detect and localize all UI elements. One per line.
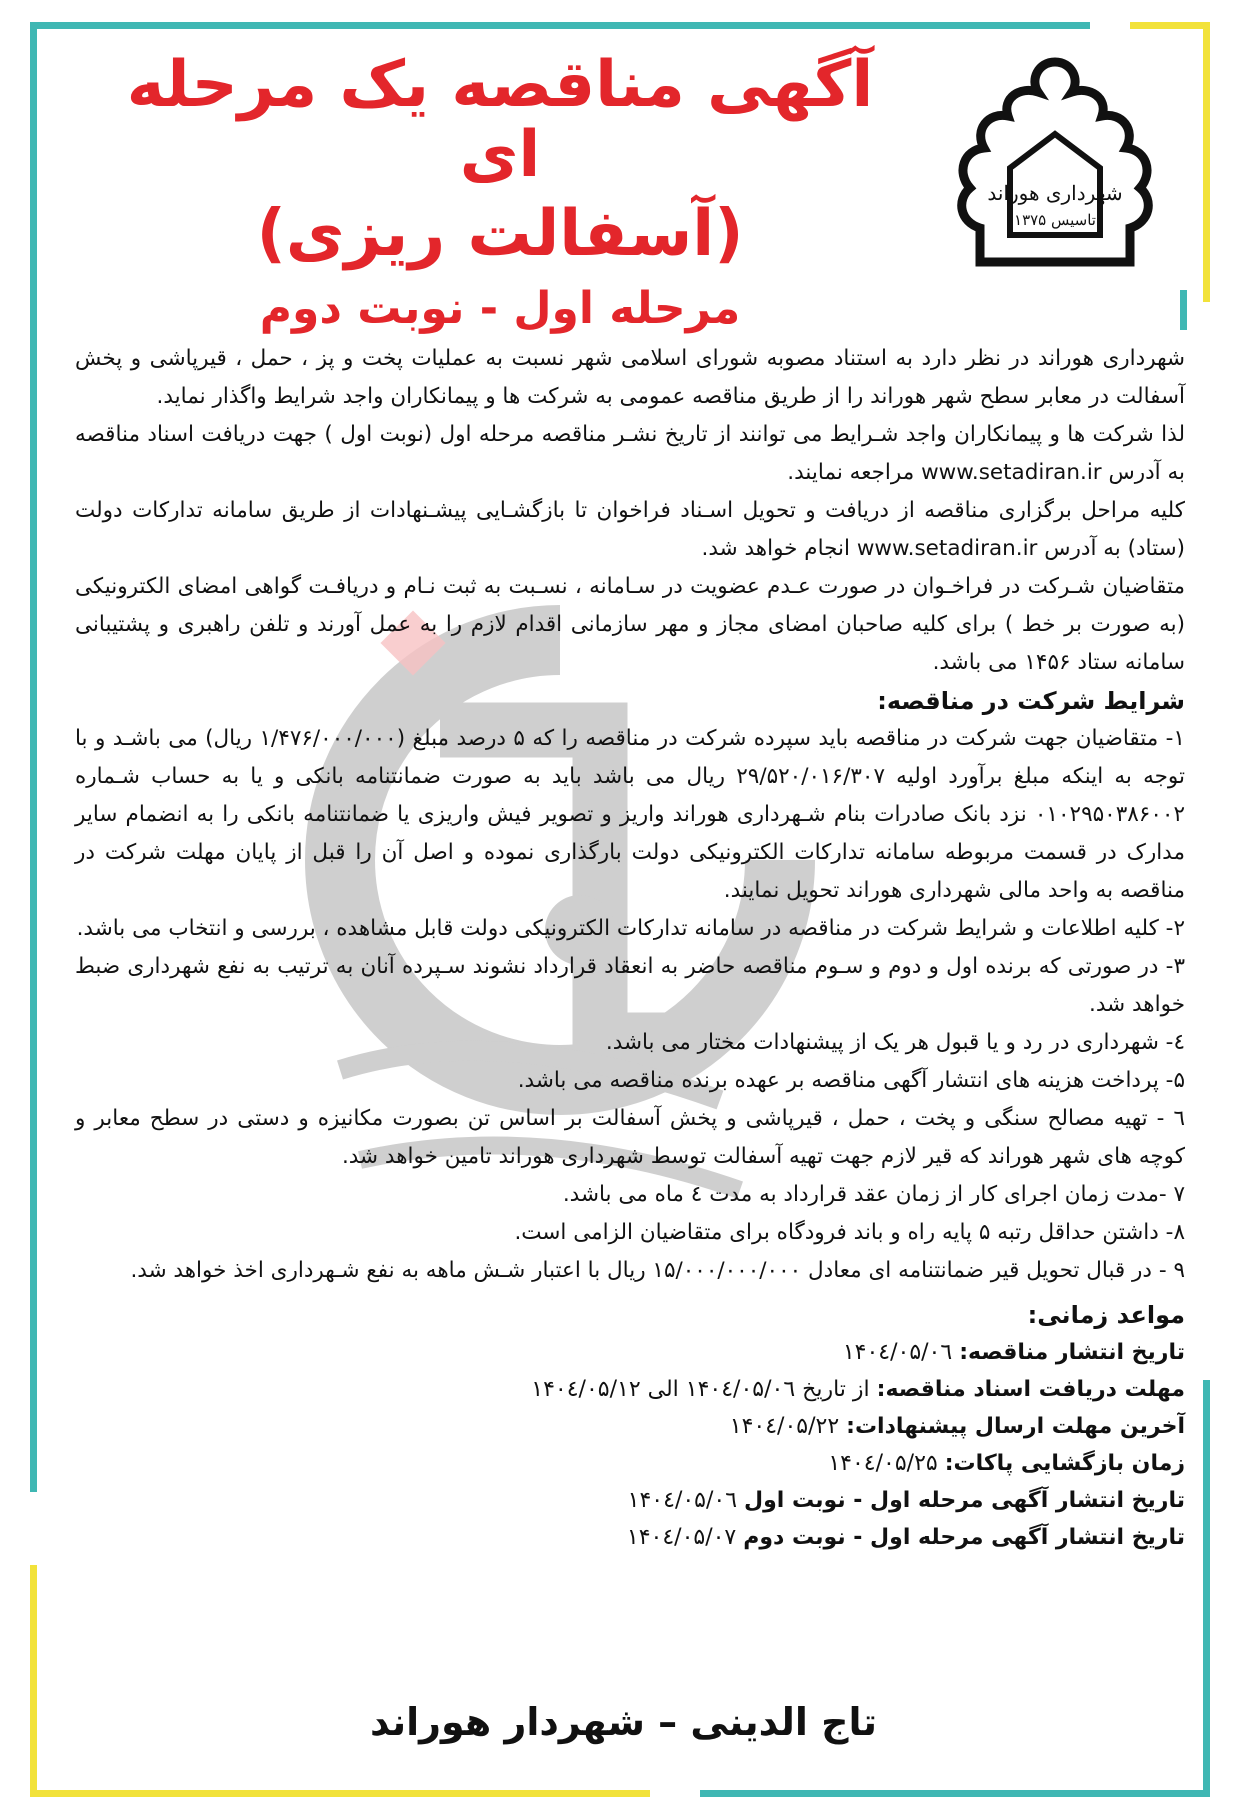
municipality-seal-icon	[930, 50, 1180, 280]
notice-title	[80, 50, 920, 334]
schedule-label: تاریخ انتشار آگهی مرحله اول - نوبت دوم	[743, 1525, 1185, 1550]
frame-border-top	[30, 22, 1090, 29]
logo-founded: تاسیس ۱۳۷۵	[1014, 211, 1096, 229]
schedule-label: مهلت دریافت اسناد مناقصه:	[876, 1377, 1185, 1402]
condition-item: ۹ - در قبال تحویل قیر ضمانتنامه ای معادل ۱۵/۰۰۰/۰۰۰/۰۰۰ ریال با اعتبار شـش ماهه به نفع شـهرداری اخذ خواهد شد.	[130, 1258, 1185, 1283]
frame-border-right-accent	[1203, 22, 1210, 302]
schedule-value: ۱۴۰٤/۰۵/۰٦	[627, 1488, 738, 1513]
schedule-label: آخرین مهلت ارسال پیشنهادات:	[846, 1414, 1185, 1439]
schedule-section	[75, 1296, 1185, 1556]
schedule-row	[75, 1519, 1185, 1556]
condition-item: ۸- داشتن حداقل رتبه ۵ پایه راه و باند فرودگاه برای متقاضیان الزامی است.	[514, 1220, 1185, 1245]
schedule-row	[75, 1408, 1185, 1445]
condition-item: ٦ - تهیه مصالح سنگی و پخت ، حمل ، قیرپاشی و پخش آسفالت بر اساس تن بصورت مکانیزه و دستی در سطح معابر و کوچه های شهر هوراند که قیر لازم جهت تهیه آسفالت توسط شهرداری هوراند تامین خواهد شد.	[75, 1106, 1185, 1169]
frame-border-left	[30, 22, 37, 1492]
schedule-row	[75, 1482, 1185, 1519]
mayor-signature: تاج الدینی – شهردار هوراند	[369, 1700, 878, 1744]
title-line-stage: مرحله اول - نوبت دوم	[259, 283, 741, 335]
condition-item: ۷ -مدت زمان اجرای کار از زمان عقد قرارداد به مدت ٤ ماه می باشد.	[562, 1182, 1185, 1207]
schedule-label: زمان بازگشایی پاکات:	[944, 1451, 1185, 1476]
schedule-row	[75, 1334, 1185, 1371]
schedule-value: از تاریخ ۱۴۰٤/۰۵/۰٦ الی ۱۴۰٤/۰۵/۱۲	[531, 1377, 870, 1402]
condition-item: ۱- متقاضیان جهت شرکت در مناقصه باید سپرده شرکت در مناقصه را که ۵ درصد مبلغ (۱/۴۷۶/۰۰۰/۰۰۰ ریال) می باشـد و با توجه به اینکه مبلغ برآورد اولیه ۲۹/۵۲۰/۰۱۶/۳۰۷ ریال می باشد باید به صورت ضمانتنامه بانکی و یا به حساب شـماره ۰۱۰۲۹۵۰۳۸۶۰۰۲ نزد بانک صادرات بنام شـهرداری هوراند واریز و تصویر فیش واریزی یا ضمانتنامه بانکی را به انضمام سایر مدارک در قسمت مربوطه سامانه تدارکات الکترونیکی دولت بارگذاری نموده و اصل آن را قبل از پایان مهلت شرکت در مناقصه به واحد مالی شهرداری هوراند تحویل نمایند.	[75, 726, 1186, 903]
schedule-value: ۱۴۰٤/۰۵/۲۵	[828, 1451, 938, 1476]
schedule-label: تاریخ انتشار مناقصه:	[959, 1340, 1185, 1365]
logo-title: شهرداری هوراند	[987, 181, 1123, 205]
intro-paragraph: لذا شرکت ها و پیمانکاران واجد شـرایط می توانند از تاریخ نشـر مناقصه مرحله اول (نوبت اول ) جهت دریافت اسناد مناقصه به آدرس www.setadiran.ir مراجعه نمایند.	[75, 422, 1185, 485]
condition-item: ۵- پرداخت هزینه های انتشار آگهی مناقصه بر عهده برنده مناقصه می باشد.	[517, 1068, 1185, 1093]
schedule-value: ۱۴۰٤/۰۵/۰٦	[842, 1340, 953, 1365]
schedule-row	[75, 1445, 1185, 1482]
title-line-subject: (آسفالت ریزی)	[256, 196, 744, 271]
schedule-label: تاریخ انتشار آگهی مرحله اول - نوبت اول	[744, 1488, 1185, 1513]
frame-border-right-notch	[1180, 290, 1187, 330]
title-line-main: آگهی مناقصه یک مرحله ای	[126, 48, 874, 193]
conditions-heading: شرایط شرکت در مناقصه:	[877, 687, 1185, 715]
condition-item: ۳- در صورتی که برنده اول و دوم و سـوم مناقصه حاضر به انعقاد قرارداد نشوند سـپرده آنان به ترتیب به نفع شهرداری ضبط خواهد شد.	[75, 954, 1185, 1017]
intro-paragraph: شهرداری هوراند در نظر دارد به استناد مصوبه شورای اسلامی شهر نسبت به عملیات پخت و پز ، حمل ، قیرپاشی و پخش آسفالت در معابر سطح شهر هوراند را از طریق مناقصه عمومی به شرکت ها و پیمانکاران واجد شرایط واگذار نماید.	[75, 346, 1185, 409]
condition-item: ٤- شهرداری در رد و یا قبول هر یک از پیشنهادات مختار می باشد.	[605, 1030, 1185, 1055]
notice-body	[75, 340, 1185, 1556]
frame-border-top-accent	[1130, 22, 1210, 29]
schedule-value: ۱۴۰٤/۰۵/۰۷	[626, 1525, 737, 1550]
condition-item: ۲- کلیه اطلاعات و شرایط شرکت در مناقصه در سامانه تدارکات الکترونیکی دولت قابل مشاهده ، بررسی و انتخاب می باشد.	[76, 916, 1185, 941]
schedule-row	[75, 1371, 1185, 1408]
frame-border-left-accent	[30, 1565, 37, 1795]
schedule-heading: مواعد زمانی:	[1027, 1301, 1185, 1329]
intro-paragraph: کلیه مراحل برگزاری مناقصه از دریافت و تحویل اسـناد فراخوان تا بازگشـایی پیشـنهادات از طریق سامانه تدارکات دولت (ستاد) به آدرس www.setadiran.ir انجام خواهد شد.	[75, 498, 1185, 561]
intro-paragraph: متقاضیان شـرکت در فراخـوان در صورت عـدم عضویت در سـامانه ، نسـبت به ثبت نـام و دریافـت گواهی امضای الکترونیکی (به صورت بر خط ) برای کلیه صاحبان امضای مجاز و مهر سازمانی اقدام لازم را به عمل آورند و تلفن راهبری و پشتیبانی سامانه ستاد ۱۴۵۶ می باشد.	[75, 574, 1185, 675]
schedule-value: ۱۴۰٤/۰۵/۲۲	[729, 1414, 840, 1439]
frame-border-bottom	[700, 1790, 1210, 1797]
frame-border-bottom-accent	[30, 1790, 650, 1797]
